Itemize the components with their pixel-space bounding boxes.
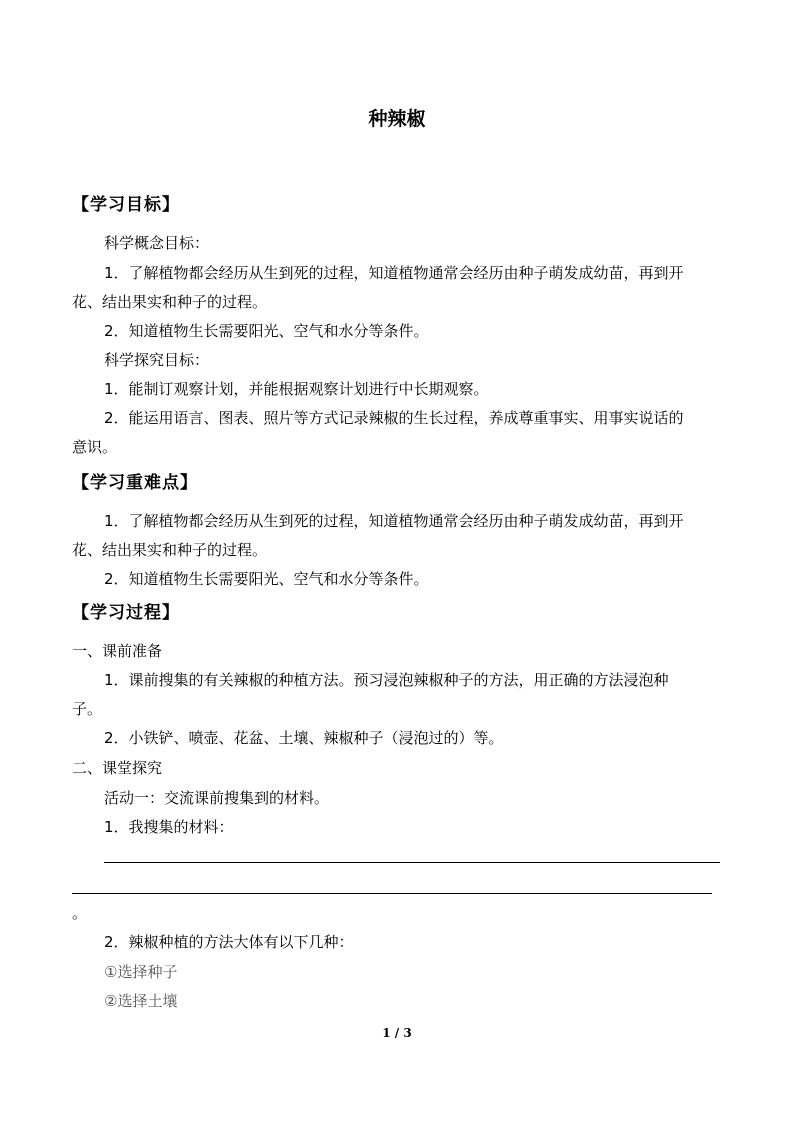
section-heading-process: 【学习过程】: [72, 603, 180, 623]
prep-heading: 一、课前准备: [72, 642, 163, 660]
section-heading-objectives: 【学习目标】: [72, 195, 180, 215]
section-heading-key-points: 【学习重难点】: [72, 473, 198, 493]
option-1: ①选择种子: [104, 963, 178, 981]
activity-1: 活动一：交流课前搜集到的材料。: [104, 789, 330, 807]
prep-item-1-line1: 1．课前搜集的有关辣椒的种植方法。预习浸泡辣椒种子的方法，用正确的方法浸泡种: [104, 671, 669, 689]
option-2: ②选择土壤: [104, 992, 178, 1010]
concept-goal-heading: 科学概念目标：: [104, 234, 210, 252]
inquiry-goal-2-line2: 意识。: [72, 438, 118, 456]
prep-item-2: 2．小铁铲、喷壶、花盆、土壤、辣椒种子（浸泡过的）等。: [104, 729, 504, 747]
key-point-1-line2: 花、结出果实和种子的过程。: [72, 541, 268, 559]
prep-item-1-line2: 子。: [72, 700, 103, 718]
key-point-1-line1: 1．了解植物都会经历从生到死的过程，知道植物通常会经历由种子萌发成幼苗，再到开: [104, 512, 684, 530]
question-2: 2．辣椒种植的方法大体有以下几种：: [104, 933, 354, 951]
answer-line-2[interactable]: [72, 893, 712, 894]
page-title: 种辣椒: [368, 108, 426, 130]
inquiry-goal-1: 1．能制订观察计划，并能根据观察计划进行中长期观察。: [104, 380, 489, 398]
answer-end-period: 。: [72, 904, 88, 922]
concept-goal-1-line1: 1．了解植物都会经历从生到死的过程，知道植物通常会经历由种子萌发成幼苗，再到开: [104, 264, 684, 282]
page-number: 1 / 3: [382, 1026, 412, 1040]
concept-goal-1-line2: 花、结出果实和种子的过程。: [72, 293, 268, 311]
concept-goal-2: 2．知道植物生长需要阳光、空气和水分等条件。: [104, 322, 429, 340]
answer-line-1[interactable]: [104, 862, 720, 863]
explore-heading: 二、课堂探究: [72, 759, 163, 777]
inquiry-goal-2-line1: 2．能运用语言、图表、照片等方式记录辣椒的生长过程，养成尊重事实、用事实说话的: [104, 409, 684, 427]
inquiry-goal-heading: 科学探究目标：: [104, 351, 210, 369]
key-point-2: 2．知道植物生长需要阳光、空气和水分等条件。: [104, 570, 429, 588]
question-1: 1．我搜集的材料：: [104, 818, 234, 836]
